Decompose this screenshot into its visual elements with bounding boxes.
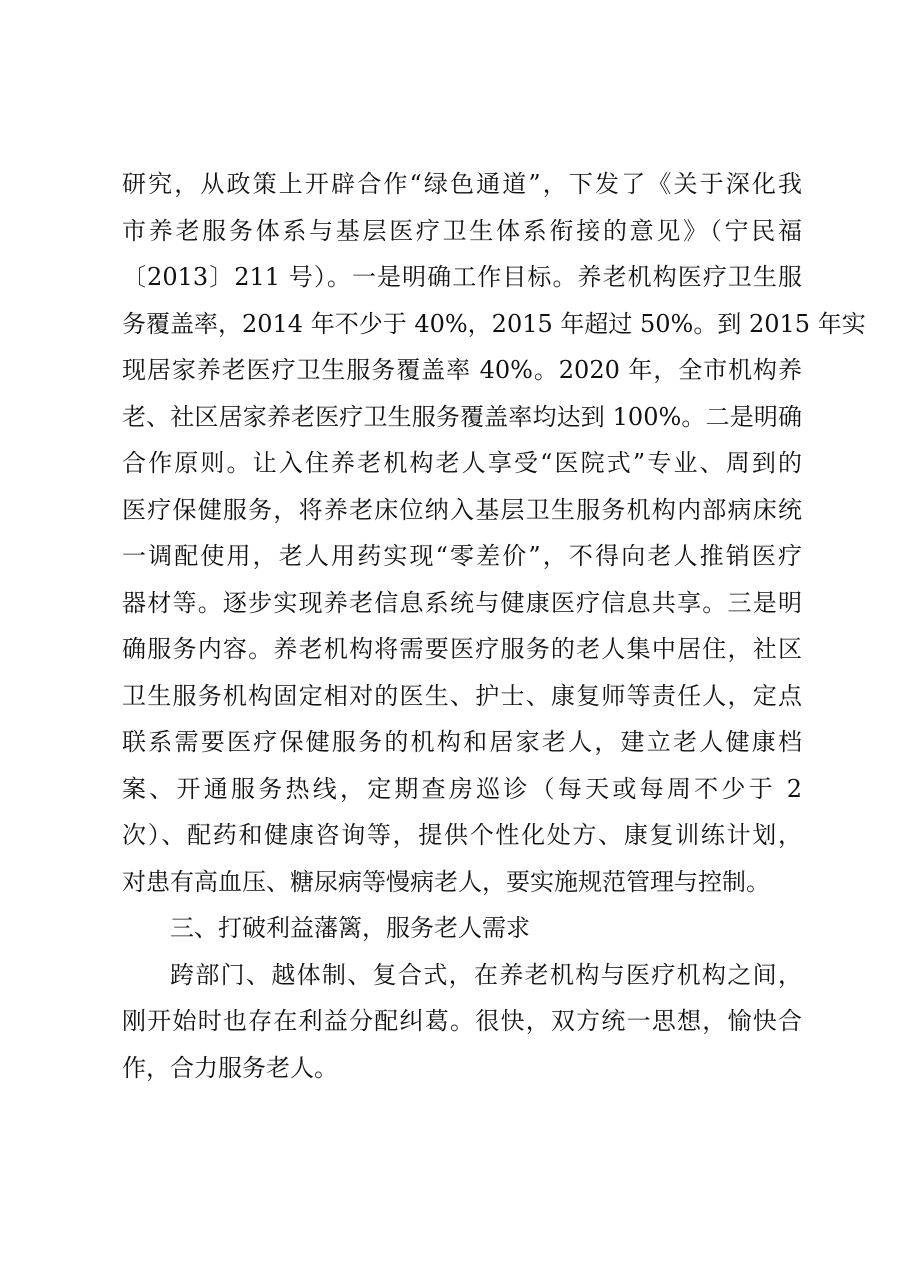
paragraph-line: 器材等。逐步实现养老信息系统与健康医疗信息共享。三是明 <box>122 588 802 617</box>
document-body <box>122 161 866 1091</box>
paragraph-line: 现居家养老医疗卫生服务覆盖率 40%。2020 年，全市机构养 <box>122 356 802 384</box>
paragraph-line: 卫生服务机构固定相对的医生、护士、康复师等责任人，定点 <box>122 681 802 710</box>
paragraph-line: 次）、配药和健康咨询等，提供个性化处方、康复训练计划， <box>122 821 802 849</box>
paragraph-line: 案、开通服务热线，定期查房巡诊（每天或每周不少于 2 <box>122 774 802 803</box>
paragraph-line: 确服务内容。养老机构将需要医疗服务的老人集中居住，社区 <box>122 635 802 663</box>
paragraph-line: 一调配使用，老人用药实现“零差价”，不得向老人推销医疗 <box>122 542 802 570</box>
paragraph-line: 老、社区居家养老医疗卫生服务覆盖率均达到 100%。二是明确 <box>122 402 802 431</box>
paragraph-line: 市养老服务体系与基层医疗卫生体系衔接的意见》（宁民福 <box>122 216 802 245</box>
paragraph-line: 对患有高血压、糖尿病等慢病老人，要实施规范管理与控制。 <box>122 867 770 896</box>
section-heading: 三、打破利益藩篱，服务老人需求 <box>170 914 530 942</box>
paragraph-line: 刚开始时也存在利益分配纠葛。很快，双方统一思想，愉快合 <box>122 1007 802 1035</box>
paragraph-line: 医疗保健服务，将养老床位纳入基层卫生服务机构内部病床统 <box>122 495 802 524</box>
paragraph-line: 研究，从政策上开辟合作“绿色通道”，下发了《关于深化我 <box>122 170 802 198</box>
paragraph-line: 务覆盖率，2014 年不少于 40%，2015 年超过 50%。到 2015 年实 <box>122 309 866 338</box>
paragraph-line: 作，合力服务老人。 <box>122 1053 338 1082</box>
paragraph-line: 合作原则。让入住养老机构老人享受“医院式”专业、周到的 <box>122 449 802 477</box>
paragraph-line: 跨部门、越体制、复合式，在养老机构与医疗机构之间， <box>170 960 802 989</box>
paragraph-line: 〔2013〕211 号）。一是明确工作目标。养老机构医疗卫生服 <box>122 263 802 291</box>
paragraph-line: 联系需要医疗保健服务的机构和居家老人，建立老人健康档 <box>122 728 802 756</box>
